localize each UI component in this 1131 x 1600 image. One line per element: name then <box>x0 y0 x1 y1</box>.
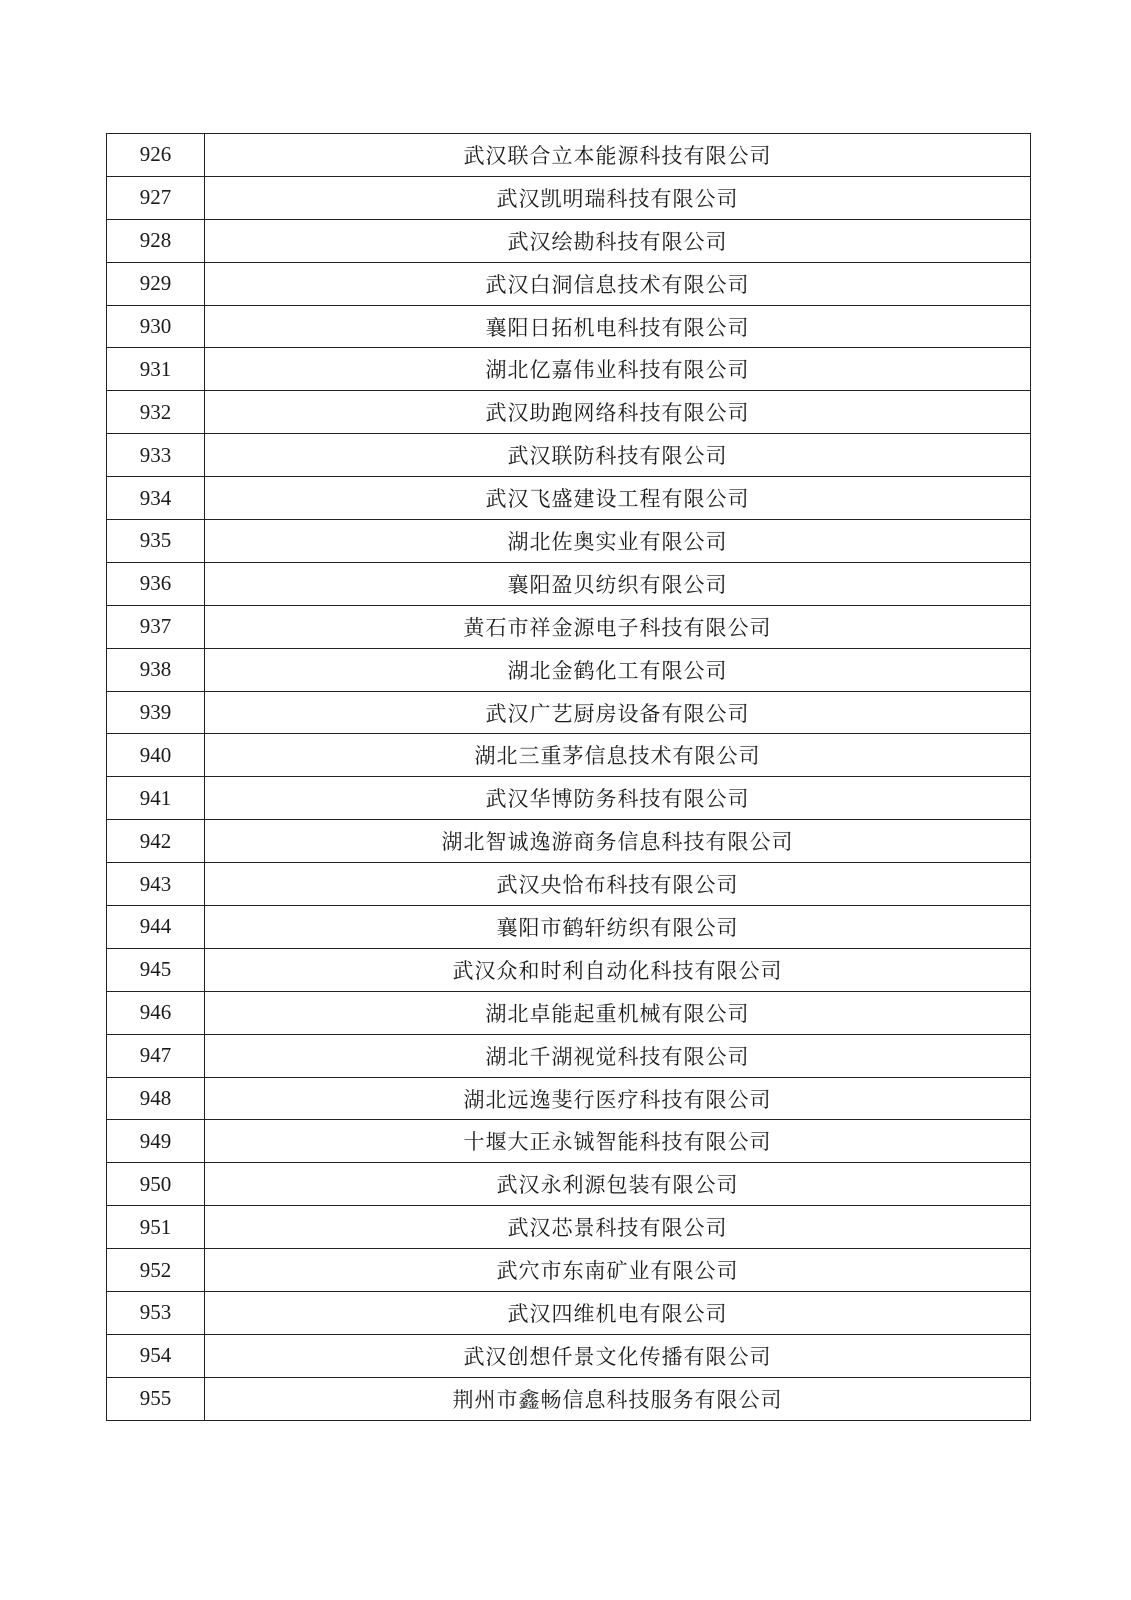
table-row <box>107 434 1031 477</box>
table-row <box>107 1206 1031 1249</box>
row-number: 928 <box>107 219 205 262</box>
row-number: 943 <box>107 863 205 906</box>
row-number: 954 <box>107 1334 205 1377</box>
company-name: 湖北远逸斐行医疗科技有限公司 <box>205 1077 1031 1120</box>
company-name: 武汉白洞信息技术有限公司 <box>205 262 1031 305</box>
row-number: 927 <box>107 176 205 219</box>
table-row <box>107 1249 1031 1292</box>
company-name: 十堰大正永铖智能科技有限公司 <box>205 1120 1031 1163</box>
row-number: 951 <box>107 1206 205 1249</box>
company-name: 武汉助跑网络科技有限公司 <box>205 391 1031 434</box>
table-row <box>107 1334 1031 1377</box>
company-name: 荆州市鑫畅信息科技服务有限公司 <box>205 1377 1031 1420</box>
table-row <box>107 734 1031 777</box>
row-number: 952 <box>107 1249 205 1292</box>
row-number: 942 <box>107 820 205 863</box>
company-name: 武汉凯明瑞科技有限公司 <box>205 176 1031 219</box>
company-name: 武汉芯景科技有限公司 <box>205 1206 1031 1249</box>
table-row <box>107 348 1031 391</box>
row-number: 934 <box>107 477 205 520</box>
company-name: 湖北三重茅信息技术有限公司 <box>205 734 1031 777</box>
table-row <box>107 820 1031 863</box>
table-row <box>107 691 1031 734</box>
table-row <box>107 219 1031 262</box>
company-name: 黄石市祥金源电子科技有限公司 <box>205 605 1031 648</box>
company-list-table <box>106 133 1031 1421</box>
table-row <box>107 391 1031 434</box>
row-number: 930 <box>107 305 205 348</box>
table-row <box>107 305 1031 348</box>
row-number: 939 <box>107 691 205 734</box>
row-number: 955 <box>107 1377 205 1420</box>
company-name: 湖北亿嘉伟业科技有限公司 <box>205 348 1031 391</box>
table-row <box>107 1292 1031 1335</box>
table-row <box>107 1077 1031 1120</box>
table-row <box>107 477 1031 520</box>
company-name: 武穴市东南矿业有限公司 <box>205 1249 1031 1292</box>
table-row <box>107 1120 1031 1163</box>
table-row <box>107 520 1031 563</box>
row-number: 949 <box>107 1120 205 1163</box>
company-name: 武汉绘勘科技有限公司 <box>205 219 1031 262</box>
company-name: 襄阳市鹤轩纺织有限公司 <box>205 906 1031 949</box>
company-name: 武汉创想仟景文化传播有限公司 <box>205 1334 1031 1377</box>
company-name: 湖北千湖视觉科技有限公司 <box>205 1034 1031 1077</box>
table-row <box>107 1034 1031 1077</box>
company-name: 湖北智诚逸游商务信息科技有限公司 <box>205 820 1031 863</box>
table-row <box>107 134 1031 177</box>
row-number: 953 <box>107 1292 205 1335</box>
row-number: 945 <box>107 948 205 991</box>
table-row <box>107 1163 1031 1206</box>
table-row <box>107 562 1031 605</box>
row-number: 944 <box>107 906 205 949</box>
row-number: 941 <box>107 777 205 820</box>
company-name: 襄阳盈贝纺织有限公司 <box>205 562 1031 605</box>
company-list-body <box>107 134 1031 1421</box>
table-row <box>107 1377 1031 1420</box>
company-name: 武汉飞盛建设工程有限公司 <box>205 477 1031 520</box>
row-number: 935 <box>107 520 205 563</box>
table-row <box>107 262 1031 305</box>
row-number: 926 <box>107 134 205 177</box>
row-number: 946 <box>107 991 205 1034</box>
row-number: 931 <box>107 348 205 391</box>
company-name: 武汉广艺厨房设备有限公司 <box>205 691 1031 734</box>
table-row <box>107 948 1031 991</box>
row-number: 938 <box>107 648 205 691</box>
row-number: 947 <box>107 1034 205 1077</box>
row-number: 940 <box>107 734 205 777</box>
table-row <box>107 906 1031 949</box>
row-number: 932 <box>107 391 205 434</box>
company-name: 湖北佐奥实业有限公司 <box>205 520 1031 563</box>
company-name: 武汉四维机电有限公司 <box>205 1292 1031 1335</box>
company-name: 湖北卓能起重机械有限公司 <box>205 991 1031 1034</box>
table-row <box>107 648 1031 691</box>
row-number: 948 <box>107 1077 205 1120</box>
row-number: 950 <box>107 1163 205 1206</box>
company-name: 武汉众和时利自动化科技有限公司 <box>205 948 1031 991</box>
table-row <box>107 176 1031 219</box>
company-name: 襄阳日拓机电科技有限公司 <box>205 305 1031 348</box>
row-number: 933 <box>107 434 205 477</box>
row-number: 937 <box>107 605 205 648</box>
company-name: 武汉联防科技有限公司 <box>205 434 1031 477</box>
company-name: 武汉央恰布科技有限公司 <box>205 863 1031 906</box>
table-row <box>107 863 1031 906</box>
company-name: 武汉永利源包装有限公司 <box>205 1163 1031 1206</box>
table-row <box>107 777 1031 820</box>
row-number: 936 <box>107 562 205 605</box>
row-number: 929 <box>107 262 205 305</box>
table-row <box>107 605 1031 648</box>
company-name: 湖北金鹤化工有限公司 <box>205 648 1031 691</box>
table-row <box>107 991 1031 1034</box>
company-name: 武汉华博防务科技有限公司 <box>205 777 1031 820</box>
company-name: 武汉联合立本能源科技有限公司 <box>205 134 1031 177</box>
